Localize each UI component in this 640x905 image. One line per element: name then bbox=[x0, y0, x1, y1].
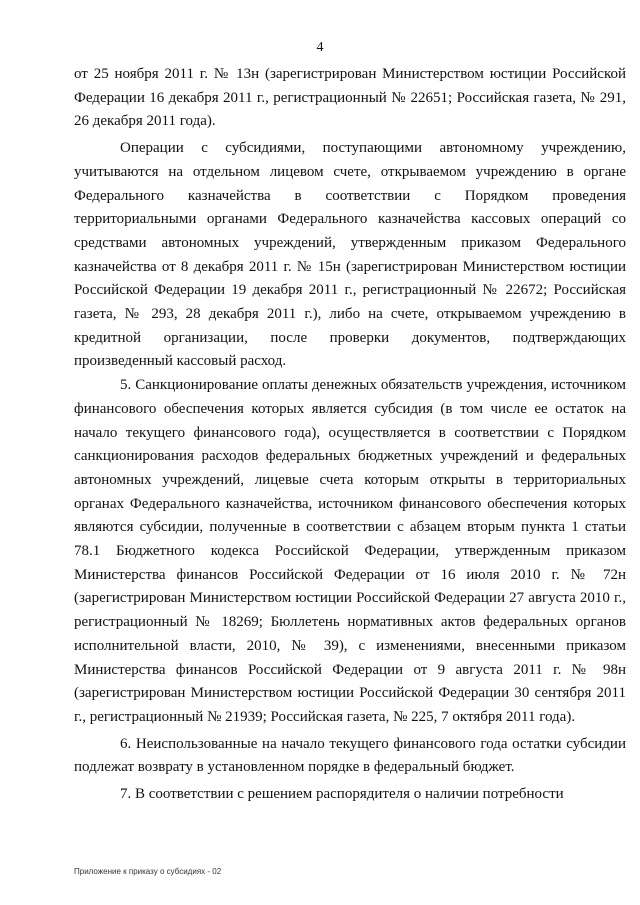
page-footer: Приложение к приказу о субсидиях - 02 bbox=[74, 867, 222, 876]
paragraph-item-7: 7. В соответствии с решением распорядителя о наличии потребности bbox=[120, 786, 564, 803]
paragraph-continuation: от 25 ноября 2011 г. № 13н (зарегистрирован Министерством юстиции Российской Федерации 16 декабря 2011 г., регистрационный № 22651; Российская газета, № 291, 26 декабря 2011 года). bbox=[74, 66, 626, 130]
page-number: 4 bbox=[316, 40, 324, 55]
paragraph-subsidy-operations: Операции с субсидиями, поступающими автономному учреждению, учитываются на отдельном лицевом счете, открываемом учреждению в органе Федерального казначейства в соответствии с Порядком проведения территориальными органами Федерального казначейства кассовых операций со средствами автономных учреждений, утвержденным приказом Федерального казначейства от 8 декабря 2011 г. № 15н (зарегистрирован Министерством юстиции Российской Федерации 19 декабря 2011 г., регистрационный № 22672; Российская газета, № 293, 28 декабря 2011 г.), либо на счете, открываемом учреждению в кредитной организации, после проверки документов, подтверждающих произведенный кассовый расход. bbox=[74, 140, 626, 370]
paragraph-item-6: 6. Неиспользованные на начало текущего финансового года остатки субсидии подлежат возврату в установленном порядке в федеральный бюджет. bbox=[74, 735, 626, 776]
document-body bbox=[74, 63, 626, 807]
paragraph-item-5: 5. Санкционирование оплаты денежных обязательств учреждения, источником финансового обеспечения которых является субсидия (в том числе ее остаток на начало текущего финансового года), осуществляется в соответствии с Порядком санкционирования расходов федеральных бюджетных учреждений и федеральных автономных учреждений, лицевые счета которым открыты в территориальных органах Федерального казначейства, источником финансового обеспечения которых являются субсидии, полученные в соответствии с абзацем вторым пункта 1 статьи 78.1 Бюджетного кодекса Российской Федерации, утвержденным приказом Министерства финансов Российской Федерации от 16 июля 2010 г. № 72н (зарегистрирован Министерством юстиции Российской Федерации 27 августа 2010 г., регистрационный № 18269; Бюллетень нормативных актов федеральных органов исполнительной власти, 2010, № 39), с изменениями, внесенными приказом Министерства финансов Российской Федерации от 9 августа 2011 г. № 98н (зарегистрирован Министерством юстиции Российской Федерации 30 сентября 2011 г., регистрационный № 21939; Российская газета, № 225, 7 октября 2011 года). bbox=[74, 377, 626, 725]
